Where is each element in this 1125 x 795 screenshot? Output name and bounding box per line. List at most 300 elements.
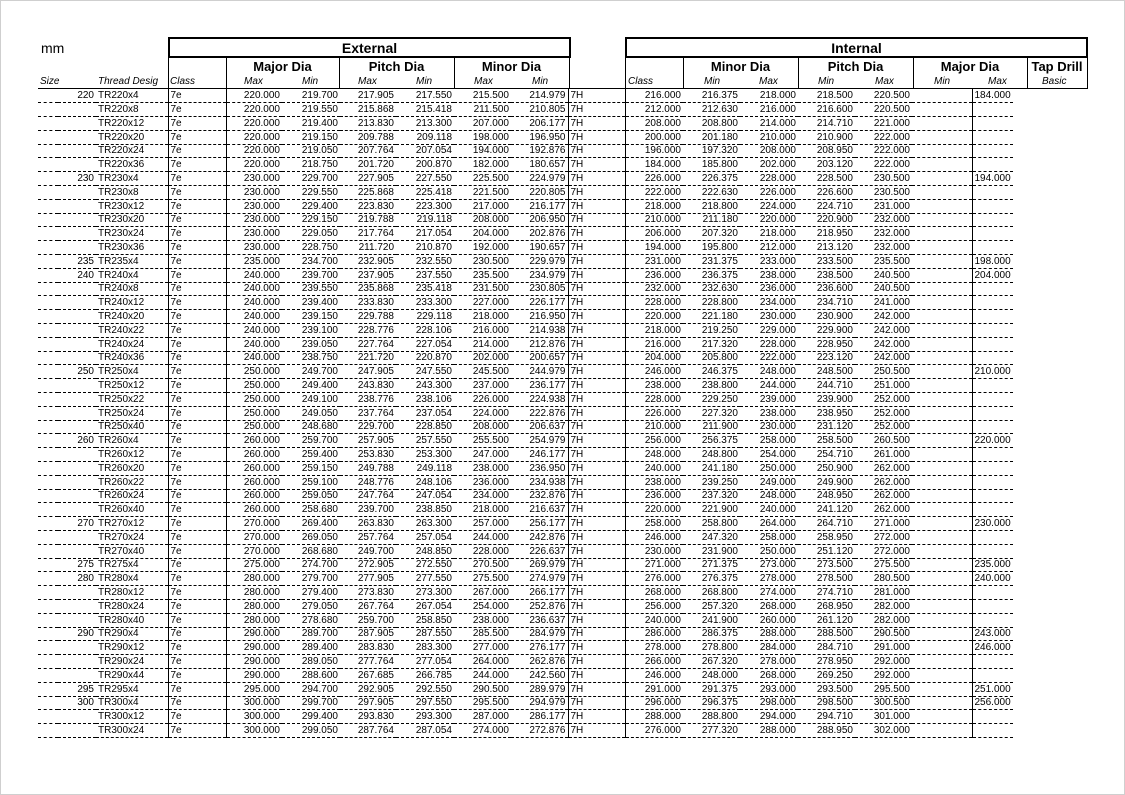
cell-int-minor-max: 222.630 [683,186,740,200]
row-spacer [38,655,58,669]
table-row [38,613,1013,627]
cell-ext-major-min: 249.700 [282,365,340,379]
cell-int-pitch-max: 236.600 [798,282,855,296]
cell-int-minor-max: 237.320 [683,489,740,503]
cell-ext-minor-max: 267.000 [454,586,511,600]
cell-int-minor-min: 276.000 [625,724,683,738]
cell-int-minor-max: 205.800 [683,351,740,365]
table-row [38,324,1013,338]
ext-left-border [168,57,169,89]
cell-class-int: 7H [568,544,625,558]
cell-ext-major-max: 270.000 [226,531,282,545]
cell-int-pitch-min: 210.000 [740,130,798,144]
cell-class-int: 7H [568,227,625,241]
cell-ext-pitch-max: 227.764 [340,337,396,351]
cell-tap-drill-basic [972,158,1013,172]
cell-thread-designation: TR240x24 [96,337,168,351]
cell-ext-major-max: 220.000 [226,130,282,144]
table-row [38,475,1013,489]
cell-int-major-max [912,241,972,255]
cell-int-major-max [912,710,972,724]
cell-ext-major-min: 259.700 [282,434,340,448]
row-spacer [38,613,58,627]
internal-group-header: Internal [625,37,1088,58]
cell-thread-designation: TR220x36 [96,158,168,172]
cell-ext-minor-min: 269.979 [511,558,568,572]
cell-ext-major-min: 288.600 [282,668,340,682]
cell-thread-designation: TR220x8 [96,103,168,117]
cell-int-pitch-min: 230.000 [740,420,798,434]
cell-ext-minor-min: 236.637 [511,613,568,627]
cell-ext-pitch-max: 229.788 [340,310,396,324]
row-spacer [38,227,58,241]
cell-ext-minor-max: 274.000 [454,724,511,738]
cell-int-pitch-max: 229.900 [798,324,855,338]
cell-class-int: 7H [568,668,625,682]
cell-int-pitch-max: 203.120 [798,158,855,172]
cell-int-minor-min: 240.000 [625,613,683,627]
cell-int-major-max [912,310,972,324]
cell-int-pitch-max: 273.500 [798,558,855,572]
cell-ext-major-max: 250.000 [226,365,282,379]
cell-ext-major-min: 289.400 [282,641,340,655]
cell-class-int: 7H [568,241,625,255]
cell-int-major-max [912,268,972,282]
col-ext-major-min: Min [302,76,319,87]
cell-class-ext: 7e [168,282,226,296]
cell-int-pitch-min: 278.000 [740,655,798,669]
cell-int-pitch-min: 250.000 [740,462,798,476]
cell-ext-minor-max: 245.500 [454,365,511,379]
cell-int-major-min: 242.000 [855,324,912,338]
cell-int-minor-min: 226.000 [625,172,683,186]
cell-ext-major-max: 240.000 [226,282,282,296]
table-row [38,393,1013,407]
cell-tap-drill-basic [972,448,1013,462]
cell-class-int: 7H [568,475,625,489]
cell-size [58,351,96,365]
cell-ext-minor-max: 207.000 [454,117,511,131]
cell-ext-minor-min: 256.177 [511,517,568,531]
cell-ext-pitch-min: 237.054 [396,406,454,420]
table-row [38,696,1013,710]
cell-int-minor-min: 268.000 [625,586,683,600]
cell-tap-drill-basic [972,213,1013,227]
cell-ext-pitch-min: 228.106 [396,324,454,338]
cell-ext-pitch-max: 229.700 [340,420,396,434]
cell-int-major-max [912,324,972,338]
cell-ext-major-min: 219.700 [282,89,340,103]
cell-int-pitch-max: 274.710 [798,586,855,600]
cell-class-ext: 7e [168,586,226,600]
cell-class-int: 7H [568,255,625,269]
cell-ext-pitch-min: 237.550 [396,268,454,282]
cell-int-pitch-min: 250.000 [740,544,798,558]
cell-class-ext: 7e [168,599,226,613]
cell-int-minor-min: 210.000 [625,420,683,434]
cell-int-pitch-min: 214.000 [740,117,798,131]
cell-int-major-min: 242.000 [855,310,912,324]
cell-size: 300 [58,696,96,710]
cell-thread-designation: TR300x4 [96,696,168,710]
cell-int-pitch-min: 233.000 [740,255,798,269]
cell-int-minor-max: 246.375 [683,365,740,379]
cell-int-pitch-max: 258.500 [798,434,855,448]
cell-ext-minor-max: 204.000 [454,227,511,241]
cell-ext-pitch-min: 228.850 [396,420,454,434]
row-spacer [38,420,58,434]
cell-ext-pitch-max: 207.764 [340,144,396,158]
cell-thread-designation: TR270x12 [96,517,168,531]
cell-int-pitch-min: 244.000 [740,379,798,393]
cell-size: 240 [58,268,96,282]
cell-size [58,241,96,255]
cell-ext-major-min: 249.400 [282,379,340,393]
table-row [38,641,1013,655]
cell-int-major-min: 290.500 [855,627,912,641]
cell-class-ext: 7e [168,462,226,476]
row-spacer [38,351,58,365]
cell-thread-designation: TR250x22 [96,393,168,407]
cell-ext-major-min: 219.150 [282,130,340,144]
cell-ext-major-max: 230.000 [226,172,282,186]
int-minor-dia-header: Minor Dia [710,59,771,74]
row-spacer [38,89,58,103]
cell-ext-minor-max: 221.500 [454,186,511,200]
cell-int-major-min: 220.500 [855,103,912,117]
cell-ext-minor-min: 216.177 [511,199,568,213]
cell-class-int: 7H [568,655,625,669]
row-spacer [38,668,58,682]
table-row [38,130,1013,144]
cell-ext-minor-min: 206.637 [511,420,568,434]
cell-tap-drill-basic: 240.000 [972,572,1013,586]
cell-tap-drill-basic: 256.000 [972,696,1013,710]
cell-ext-minor-max: 287.000 [454,710,511,724]
cell-ext-minor-max: 231.500 [454,282,511,296]
cell-int-pitch-min: 294.000 [740,710,798,724]
row-spacer [38,130,58,144]
table-row [38,462,1013,476]
cell-int-minor-min: 196.000 [625,144,683,158]
cell-ext-major-min: 239.150 [282,310,340,324]
cell-ext-minor-max: 216.000 [454,324,511,338]
cell-size [58,586,96,600]
cell-class-ext: 7e [168,268,226,282]
cell-ext-pitch-min: 247.550 [396,365,454,379]
cell-int-pitch-max: 238.950 [798,406,855,420]
cell-class-ext: 7e [168,324,226,338]
cell-ext-pitch-min: 292.550 [396,682,454,696]
row-spacer [38,241,58,255]
cell-ext-minor-min: 222.876 [511,406,568,420]
cell-int-major-max [912,296,972,310]
cell-int-minor-max: 248.800 [683,448,740,462]
cell-ext-minor-max: 238.000 [454,613,511,627]
cell-ext-minor-max: 235.500 [454,268,511,282]
col-tap-basic: Basic [1042,76,1067,87]
cell-size [58,117,96,131]
cell-class-int: 7H [568,599,625,613]
cell-ext-major-max: 270.000 [226,517,282,531]
cell-size [58,489,96,503]
cell-class-ext: 7e [168,117,226,131]
cell-ext-pitch-max: 297.905 [340,696,396,710]
cell-ext-minor-max: 214.000 [454,337,511,351]
cell-class-int: 7H [568,641,625,655]
cell-tap-drill-basic: 210.000 [972,365,1013,379]
col-ext-minor-min: Min [532,76,549,87]
cell-int-major-min: 282.000 [855,613,912,627]
row-spacer [38,599,58,613]
cell-ext-minor-max: 218.000 [454,503,511,517]
cell-class-ext: 7e [168,393,226,407]
cell-int-major-max [912,572,972,586]
cell-size [58,724,96,738]
cell-ext-minor-max: 257.000 [454,517,511,531]
cell-ext-minor-min: 254.979 [511,434,568,448]
cell-ext-minor-max: 244.000 [454,531,511,545]
cell-int-pitch-max: 278.950 [798,655,855,669]
cell-tap-drill-basic [972,282,1013,296]
cell-class-int: 7H [568,282,625,296]
cell-size [58,337,96,351]
cell-thread-designation: TR230x12 [96,199,168,213]
cell-ext-pitch-min: 227.550 [396,172,454,186]
cell-class-int: 7H [568,393,625,407]
cell-thread-designation: TR260x40 [96,503,168,517]
cell-ext-pitch-min: 272.550 [396,558,454,572]
cell-class-ext: 7e [168,186,226,200]
cell-ext-pitch-max: 201.720 [340,158,396,172]
cell-class-int: 7H [568,337,625,351]
cell-ext-pitch-max: 248.776 [340,475,396,489]
cell-thread-designation: TR240x22 [96,324,168,338]
table-row [38,599,1013,613]
cell-ext-minor-min: 216.950 [511,310,568,324]
cell-class-ext: 7e [168,710,226,724]
cell-thread-designation: TR275x4 [96,558,168,572]
cell-int-major-min: 295.500 [855,682,912,696]
cell-int-pitch-max: 268.950 [798,599,855,613]
cell-int-minor-min: 238.000 [625,475,683,489]
cell-ext-major-max: 260.000 [226,503,282,517]
cell-ext-major-max: 280.000 [226,599,282,613]
cell-int-pitch-min: 258.000 [740,434,798,448]
cell-int-minor-min: 231.000 [625,255,683,269]
table-row [38,255,1013,269]
cell-ext-minor-max: 255.500 [454,434,511,448]
cell-int-major-max [912,337,972,351]
cell-class-int: 7H [568,682,625,696]
cell-thread-designation: TR260x4 [96,434,168,448]
cell-tap-drill-basic [972,462,1013,476]
cell-thread-designation: TR260x12 [96,448,168,462]
cell-int-minor-min: 184.000 [625,158,683,172]
cell-int-minor-min: 276.000 [625,572,683,586]
cell-int-minor-max: 226.375 [683,172,740,186]
cell-ext-minor-min: 190.657 [511,241,568,255]
int-major-dia-header: Major Dia [940,59,1000,74]
cell-int-pitch-min: 208.000 [740,144,798,158]
cell-ext-minor-max: 275.500 [454,572,511,586]
cell-class-ext: 7e [168,379,226,393]
cell-int-pitch-min: 258.000 [740,531,798,545]
cell-class-int: 7H [568,434,625,448]
table-row [38,489,1013,503]
row-spacer [38,475,58,489]
cell-int-major-min: 222.000 [855,130,912,144]
cell-int-pitch-min: 278.000 [740,572,798,586]
cell-ext-minor-max: 295.500 [454,696,511,710]
cell-int-major-min: 260.500 [855,434,912,448]
cell-ext-minor-max: 225.500 [454,172,511,186]
cell-thread-designation: TR240x8 [96,282,168,296]
cell-ext-major-min: 269.050 [282,531,340,545]
cell-class-ext: 7e [168,310,226,324]
cell-ext-pitch-min: 257.054 [396,531,454,545]
cell-ext-major-min: 249.050 [282,406,340,420]
cell-ext-major-min: 229.700 [282,172,340,186]
cell-size [58,503,96,517]
cell-int-major-min: 272.000 [855,544,912,558]
cell-class-int: 7H [568,172,625,186]
table-row [38,586,1013,600]
col-ext-pitch-min: Min [416,76,433,87]
cell-ext-minor-max: 285.500 [454,627,511,641]
cell-size [58,475,96,489]
cell-int-pitch-min: 239.000 [740,393,798,407]
col-int-pitch-max: Max [875,76,894,87]
cell-thread-designation: TR300x24 [96,724,168,738]
cell-class-int: 7H [568,199,625,213]
cell-int-pitch-max: 250.900 [798,462,855,476]
cell-int-minor-min: 278.000 [625,641,683,655]
table-row [38,337,1013,351]
cell-tap-drill-basic [972,379,1013,393]
cell-int-pitch-max: 216.600 [798,103,855,117]
cell-ext-minor-min: 229.979 [511,255,568,269]
col-int-major-max: Max [988,76,1007,87]
cell-ext-major-min: 229.050 [282,227,340,241]
cell-ext-pitch-max: 257.764 [340,531,396,545]
cell-ext-major-max: 235.000 [226,255,282,269]
cell-ext-pitch-min: 273.300 [396,586,454,600]
cell-ext-pitch-min: 277.054 [396,655,454,669]
cell-class-ext: 7e [168,558,226,572]
cell-size: 290 [58,627,96,641]
cell-int-major-max [912,186,972,200]
cell-int-major-min: 251.000 [855,379,912,393]
cell-int-minor-max: 278.800 [683,641,740,655]
unit-label: mm [41,40,65,56]
cell-int-pitch-max: 248.950 [798,489,855,503]
cell-int-pitch-min: 268.000 [740,599,798,613]
cell-ext-pitch-max: 249.788 [340,462,396,476]
cell-ext-pitch-min: 287.054 [396,724,454,738]
table-row [38,351,1013,365]
cell-tap-drill-basic [972,544,1013,558]
cell-class-ext: 7e [168,448,226,462]
cell-ext-minor-min: 284.979 [511,627,568,641]
cell-ext-major-min: 239.400 [282,296,340,310]
cell-int-minor-max: 241.900 [683,613,740,627]
cell-int-pitch-max: 220.900 [798,213,855,227]
cell-int-major-min: 230.500 [855,172,912,186]
cell-ext-major-min: 259.050 [282,489,340,503]
cell-ext-pitch-max: 257.905 [340,434,396,448]
table-row [38,310,1013,324]
cell-ext-minor-min: 224.938 [511,393,568,407]
cell-class-ext: 7e [168,655,226,669]
col-int-major-min: Min [934,76,951,87]
table-row [38,503,1013,517]
cell-int-pitch-max: 208.950 [798,144,855,158]
cell-int-major-min: 291.000 [855,641,912,655]
cell-ext-major-min: 229.400 [282,199,340,213]
cell-ext-major-min: 238.750 [282,351,340,365]
cell-int-minor-max: 286.375 [683,627,740,641]
cell-int-minor-min: 194.000 [625,241,683,255]
cell-ext-minor-max: 192.000 [454,241,511,255]
cell-thread-designation: TR240x12 [96,296,168,310]
cell-thread-designation: TR295x4 [96,682,168,696]
cell-int-pitch-min: 288.000 [740,627,798,641]
cell-int-major-min: 262.000 [855,462,912,476]
cell-class-ext: 7e [168,296,226,310]
cell-ext-pitch-max: 223.830 [340,199,396,213]
table-row [38,682,1013,696]
cell-int-minor-max: 211.180 [683,213,740,227]
cell-int-major-max [912,144,972,158]
cell-class-int: 7H [568,710,625,724]
row-spacer [38,158,58,172]
cell-int-pitch-min: 222.000 [740,351,798,365]
cell-ext-pitch-min: 238.850 [396,503,454,517]
cell-ext-minor-max: 290.500 [454,682,511,696]
cell-int-pitch-min: 230.000 [740,310,798,324]
cell-int-minor-max: 267.320 [683,655,740,669]
cell-int-major-max [912,531,972,545]
cell-int-pitch-max: 254.710 [798,448,855,462]
cell-ext-minor-max: 224.000 [454,406,511,420]
cell-ext-major-min: 274.700 [282,558,340,572]
cell-thread-designation: TR250x12 [96,379,168,393]
cell-tap-drill-basic [972,144,1013,158]
cell-size: 275 [58,558,96,572]
col-int-minor-max: Max [759,76,778,87]
cell-ext-major-min: 268.680 [282,544,340,558]
external-group-header: External [168,37,571,58]
cell-int-pitch-min: 284.000 [740,641,798,655]
cell-ext-pitch-max: 293.830 [340,710,396,724]
cell-class-int: 7H [568,186,625,200]
cell-int-minor-min: 288.000 [625,710,683,724]
cell-ext-pitch-min: 287.550 [396,627,454,641]
cell-int-major-max [912,586,972,600]
cell-int-pitch-min: 268.000 [740,668,798,682]
cell-ext-minor-min: 234.979 [511,268,568,282]
cell-int-major-max [912,655,972,669]
cell-int-minor-max: 185.800 [683,158,740,172]
cell-ext-minor-max: 237.000 [454,379,511,393]
cell-size [58,420,96,434]
table-row [38,89,1013,103]
cell-ext-pitch-min: 267.054 [396,599,454,613]
cell-int-pitch-max: 298.500 [798,696,855,710]
cell-class-int: 7H [568,462,625,476]
cell-ext-major-min: 228.750 [282,241,340,255]
